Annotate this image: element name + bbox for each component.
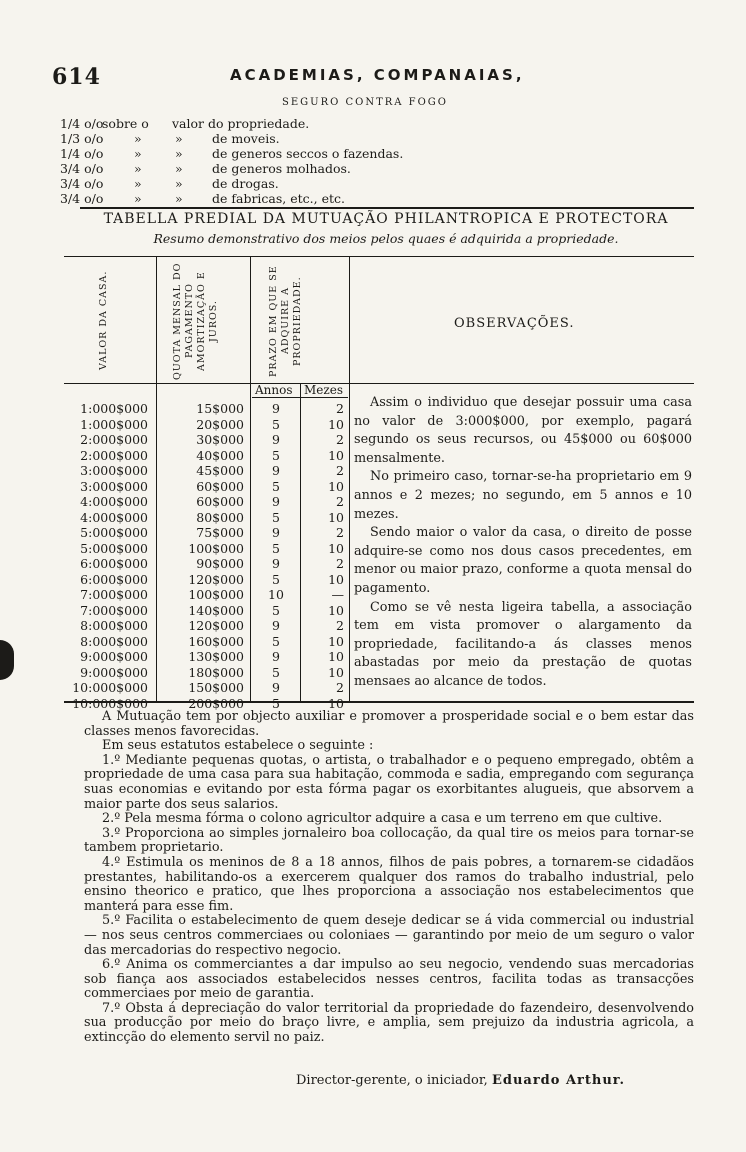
cell-valor: 4:000$000 <box>80 509 148 525</box>
body-paragraph: 5.º Facilita o estabelecimento de quem deseje dedicar se á vida commercial ou industrial — nos seus centros commerciaes ou coloniaes — garantindo por meio de um seguro o valor das mercadorias do respectivo negocio. <box>84 913 694 958</box>
cell-valor: 2:000$000 <box>80 432 148 447</box>
cell-mezes: 10 <box>328 664 344 680</box>
cell-valor: 10:000$000 <box>72 695 148 711</box>
cell-annos: 5 <box>272 571 280 587</box>
col-mezes <box>304 401 344 711</box>
cell-mezes: 10 <box>328 571 344 587</box>
col-valor <box>66 401 148 711</box>
cell-valor: 7:000$000 <box>80 587 148 602</box>
cell-quota: 150$000 <box>188 680 244 695</box>
cell-annos: 5 <box>272 447 280 463</box>
cell-valor: 1:000$000 <box>80 416 148 432</box>
body-paragraph: 3.º Proporciona ao simples jornaleiro boa collocação, da qual tire os meios para tornar-se tambem proprietario. <box>84 825 694 856</box>
cell-mezes: 2 <box>336 494 344 509</box>
cell-quota: 30$000 <box>196 432 244 447</box>
cell-valor: 4:000$000 <box>80 494 148 509</box>
cell-annos: 5 <box>272 602 280 618</box>
cell-mezes: 10 <box>328 478 344 494</box>
body-paragraph: A Mutuação tem por objecto auxiliar e promover a prosperidade social e o bem estar das classes menos favorecidas. <box>84 709 694 739</box>
cell-quota: 60$000 <box>196 478 244 494</box>
rule-table-bottom <box>64 701 694 703</box>
header-annos: Annos <box>255 383 293 397</box>
cell-mezes: 10 <box>328 509 344 525</box>
cell-valor: 6:000$000 <box>80 571 148 587</box>
col-annos <box>262 401 290 711</box>
col-quota <box>170 401 244 711</box>
running-head: ACADEMIAS, COMPANAIAS, <box>230 66 525 84</box>
signature-role: Director-gerente, o iniciador, <box>296 1073 488 1088</box>
cell-valor: 6:000$000 <box>80 556 148 571</box>
cell-annos: 9 <box>272 556 280 571</box>
cell-mezes: 10 <box>328 540 344 556</box>
rule-top <box>80 207 694 209</box>
cell-mezes: 2 <box>336 618 344 633</box>
cell-valor: 5:000$000 <box>80 525 148 540</box>
document-page: 614 ACADEMIAS, COMPANAIAS, SEGURO CONTRA FOGO 1/4 o/o sobre o valor do propriedade. 1/3 o/o » » de moveis. 1/4 o/o » » de generos seccos o fazendas. 3/4 o/o » » de generos molhados. 3/4 o/o » » de drogas. 3/4 o/o » » de fabricas, etc., etc. TABELLA PREDIAL DA MUTUAÇÃO PHILANTROPICA E PROTECTORA Resumo demonstrativo dos meios pelos quaes é adquirida a propriedade. VALOR DA CASA. QUOTA MENSAL DO PAGAMENTO AMORTIZAÇÃO E JUROS. PRAZO EM QUE SE ADQUIRE A PROPRIEDADE. OBSERVAÇÕES. Annos Mezes 1:000$000 1:000$000 2:000$000 2:000$000 3:000$000 3:000$000 4:000$000 4:000$000 5:000$000 5:000$000 6:000$000 6:000$000 7:000$000 7:000$000 8:000$000 8:000$000 9:000$000 9:000$000 10:000$000 10:000$000 15$000 20$000 30$000 40$000 45$000 60$000 60$000 80$000 75$000 100$000 90$000 120$000 100$000 140$000 120$000 160$000 130$000 180$000 150$000 200$000 9 5 9 5 9 5 9 5 9 5 9 5 10 5 9 5 9 5 9 5 2 10 2 10 2 10 2 10 2 10 2 10 — 10 2 10 10 10 2 10 Assim o individuo que desejar possuir uma casa no valor de 3:000$000, por exemplo, pagará segundo os seus recursos, ou 45$000 ou 60$000 mensalmente. No primeiro caso, tornar-se-ha proprietario em 9 annos e 2 mezes; no segundo, em 5 annos e 10 mezes. Sendo maior o valor da casa, o direito de posse adquire-se como nos dous casos precedentes, em menor ou maior prazo, conforme a quota mensal do pagamento. Como se vê nesta ligeira tabella, a associação tem em vista promover o alargamento da propriedade, facilitando-a ás classes menos abastadas por meio da prestação de quotas mensaes ao alcance de todos. A Mutuação tem por objecto auxiliar e promover a prosperidade social e o bem estar das classes menos favorecidas. Em seus estatutos estabelece o seguinte : 1.º Mediante pequenas quotas, o artista, o trabalhador e o pequeno empregado, obtêm a propriedade de uma casa para sua habitação, commoda e sadia, empregando com segurança suas economias e evitando por esta fórma pagar os exorbitantes alugueis, que absorvem a maior parte dos seus salarios. 2.º Pela mesma fórma o colono agricultor adquire a casa e um terreno em que cultive. 3.º Proporciona ao simples jornaleiro boa collocação, da qual tire os meios para tornar-se tambem proprietario. 4.º Estimula os meninos de 8 a 18 annos, filhos de pais pobres, a tornarem-se cidadãos prestantes, habilitando-os a exercerem qualquer dos ramos do trabalho industrial, pelo ensino theorico e pratico, que lhes proporciona a associação nos estabelecimentos que manterá para esse fim. 5.º Facilita o estabelecimento de quem deseje dedicar se á vida commercial ou industrial — nos seus centros commerciaes ou coloniaes — garantindo por meio de um seguro o valor das mercadorias do respectivo negocio. 6.º Anima os commerciantes a dar impulso ao seu negocio, vendendo suas mercadorias sob fiança aos associados estabelecidos nesses centros, facilita todas as transacções commerciaes por meio de garantia. 7.º Obsta á depreciação do valor territorial da propriedade do fazendeiro, desenvolvendo sua producção por meio do braço livre, e amplia, sem prejuizo da industria agricola, a extincção do elemento servil no paiz. Director-gerente, o iniciador, Eduardo Arthur. <box>0 0 746 1152</box>
body-paragraph: Em seus estatutos estabelece o seguinte : <box>102 738 374 754</box>
header-quota: QUOTA MENSAL DO PAGAMENTO AMORTIZAÇÃO E JUROS. <box>172 262 219 380</box>
cell-quota: 140$000 <box>188 602 244 618</box>
cell-valor: 8:000$000 <box>80 633 148 649</box>
col-divider <box>300 384 301 701</box>
cell-quota: 120$000 <box>188 618 244 633</box>
cell-annos: 9 <box>272 463 280 478</box>
cell-mezes: — <box>331 587 344 602</box>
cell-mezes: 10 <box>328 633 344 649</box>
cell-mezes: 2 <box>336 556 344 571</box>
body-paragraph: 6.º Anima os commerciantes a dar impulso ao seu negocio, vendendo suas mercadorias sob fiança aos associados estabelecidos nesses centros, facilita todas as transacções commerciaes por meio de garantia. <box>84 957 694 1002</box>
cell-valor: 9:000$000 <box>80 649 148 664</box>
cell-mezes: 2 <box>336 525 344 540</box>
cell-quota: 160$000 <box>188 633 244 649</box>
cell-annos: 5 <box>272 695 280 711</box>
body-text <box>84 710 694 1046</box>
cell-valor: 2:000$000 <box>80 447 148 463</box>
cell-mezes: 10 <box>328 447 344 463</box>
table-title: TABELLA PREDIAL DA MUTUAÇÃO PHILANTROPICA E PROTECTORA <box>103 211 669 227</box>
cell-valor: 5:000$000 <box>80 540 148 556</box>
cell-annos: 5 <box>272 633 280 649</box>
cell-annos: 9 <box>272 649 280 664</box>
cell-annos: 5 <box>272 478 280 494</box>
body-paragraph: 7.º Obsta á depreciação do valor territorial da propriedade do fazendeiro, desenvolvendo sua producção por meio do braço livre, e amplia, sem prejuizo da industria agricola, a extincção do elemento servil no paiz. <box>84 1000 694 1046</box>
cell-quota: 90$000 <box>196 556 244 571</box>
cell-valor: 7:000$000 <box>80 602 148 618</box>
cell-annos: 9 <box>272 432 280 447</box>
cell-valor: 8:000$000 <box>80 618 148 633</box>
table-subtitle: Resumo demonstrativo dos meios pelos quaes é adquirida a propriedade. <box>153 231 619 246</box>
observation-paragraph: No primeiro caso, tornar-se-ha proprietario em 9 annos e 2 mezes; no segundo, em 5 annos e 10 mezes. <box>354 469 692 522</box>
cell-quota: 200$000 <box>188 695 244 711</box>
cell-quota: 120$000 <box>188 571 244 587</box>
margin-ink-mark <box>0 640 14 680</box>
col-divider <box>349 257 350 701</box>
body-paragraph: 1.º Mediante pequenas quotas, o artista, o trabalhador e o pequeno empregado, obtêm a propriedade de uma casa para sua habitação, commoda e sadia, empregando com segurança suas economias e evitando por esta fórma pagar os exorbitantes alugueis, que absorvem a maior parte dos seus salarios. <box>84 752 694 812</box>
cell-annos: 5 <box>272 540 280 556</box>
observation-paragraph: Sendo maior o valor da casa, o direito de posse adquire-se como nos dous casos precedentes, em menor ou maior prazo, conforme a quota mensal do pagamento. <box>354 525 692 596</box>
cell-mezes: 2 <box>336 463 344 478</box>
observations-text <box>354 394 692 692</box>
cell-quota: 180$000 <box>188 664 244 680</box>
cell-annos: 9 <box>272 525 280 540</box>
cell-quota: 80$000 <box>196 509 244 525</box>
cell-quota: 45$000 <box>196 463 244 478</box>
section-heading: SEGURO CONTRA FOGO <box>282 97 448 108</box>
signature-line <box>296 1073 625 1088</box>
cell-annos: 5 <box>272 416 280 432</box>
cell-valor: 3:000$000 <box>80 463 148 478</box>
cell-quota: 75$000 <box>196 525 244 540</box>
cell-annos: 5 <box>272 664 280 680</box>
cell-quota: 20$000 <box>196 416 244 432</box>
body-paragraph: 4.º Estimula os meninos de 8 a 18 annos, filhos de pais pobres, a tornarem-se cidadãos prestantes, habilitando-os a exercerem qualquer dos ramos do trabalho industrial, pelo ensino theorico e pratico, que lhes proporciona a associação nos estabelecimentos que manterá para esse fim. <box>84 854 694 914</box>
cell-mezes: 2 <box>336 680 344 695</box>
cell-valor: 10:000$000 <box>72 680 148 695</box>
col-divider <box>250 257 251 701</box>
cell-quota: 100$000 <box>188 540 244 556</box>
cell-mezes: 2 <box>336 401 344 416</box>
header-prazo: PRAZO EM QUE SE ADQUIRE A PROPRIEDADE. <box>268 265 303 377</box>
cell-annos: 9 <box>272 494 280 509</box>
cell-valor: 3:000$000 <box>80 478 148 494</box>
page-number: 614 <box>52 64 101 90</box>
cell-quota: 60$000 <box>196 494 244 509</box>
observation-paragraph: Como se vê nesta ligeira tabella, a associação tem em vista promover o alargamento da propriedade, facilitando-a ás classes menos abastadas por meio da prestação de quotas mensaes ao alcance de todos. <box>354 599 692 689</box>
cell-quota: 15$000 <box>196 401 244 416</box>
header-mezes: Mezes <box>304 383 343 397</box>
cell-mezes: 10 <box>328 416 344 432</box>
cell-mezes: 10 <box>328 602 344 618</box>
cell-quota: 40$000 <box>196 447 244 463</box>
cell-valor: 1:000$000 <box>80 401 148 416</box>
cell-mezes: 10 <box>328 649 344 664</box>
cell-annos: 5 <box>272 509 280 525</box>
body-paragraph: 2.º Pela mesma fórma o colono agricultor adquire a casa e um terreno em que cultive. <box>102 811 663 827</box>
cell-annos: 10 <box>268 587 284 602</box>
observation-paragraph: Assim o individuo que desejar possuir uma casa no valor de 3:000$000, por exemplo, pagará segundo os seus recursos, ou 45$000 ou 60$000 mensalmente. <box>354 395 692 466</box>
cell-quota: 130$000 <box>188 649 244 664</box>
cell-mezes: 10 <box>328 695 344 711</box>
cell-annos: 9 <box>272 680 280 695</box>
signature-name: Eduardo Arthur. <box>491 1073 625 1088</box>
header-valor: VALOR DA CASA. <box>98 270 109 370</box>
cell-annos: 9 <box>272 618 280 633</box>
header-observacoes: OBSERVAÇÕES. <box>454 316 575 331</box>
cell-quota: 100$000 <box>188 587 244 602</box>
rule-header-top <box>64 256 694 257</box>
cell-valor: 9:000$000 <box>80 664 148 680</box>
cell-mezes: 2 <box>336 432 344 447</box>
col-divider <box>156 257 157 701</box>
cell-annos: 9 <box>272 401 280 416</box>
rule-header-bottom <box>64 383 694 384</box>
